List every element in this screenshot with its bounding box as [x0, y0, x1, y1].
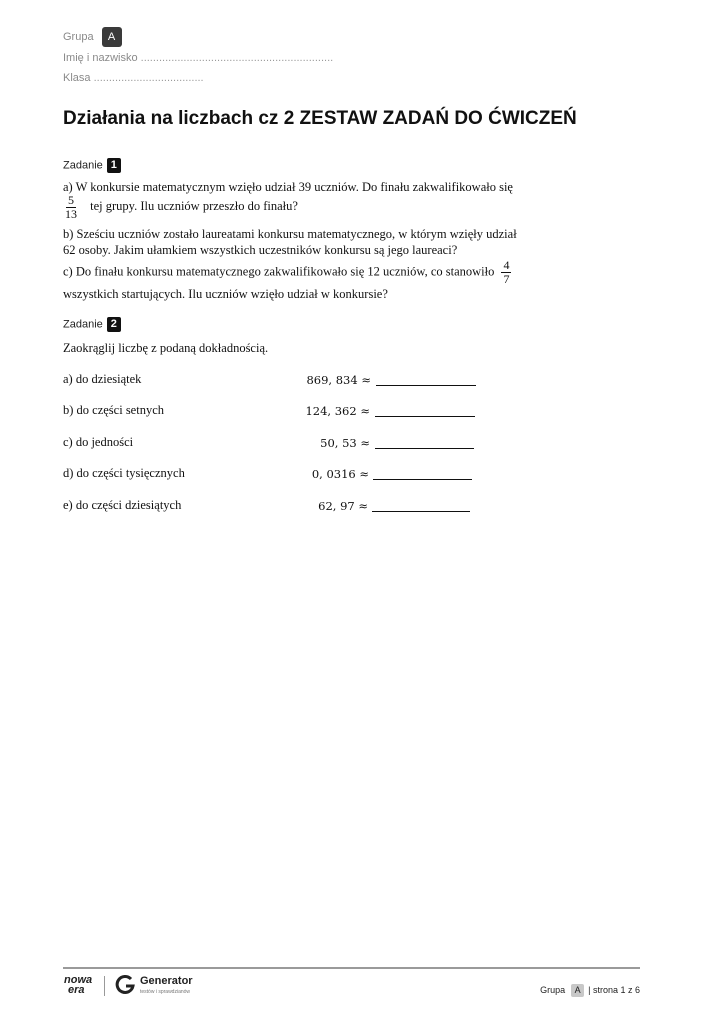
class-row	[63, 72, 204, 84]
task-1a-line1: a) W konkursie matematycznym wzięło udział 39 uczniów. Do finału zakwalifikowało się	[63, 180, 513, 194]
fraction-denominator: 13	[65, 207, 77, 221]
name-dots: ...............................................................	[140, 52, 334, 64]
generator-logo-icon	[114, 974, 136, 996]
task-1c-line1	[63, 259, 511, 286]
task-1b-line1: b) Sześciu uczniów zostało laureatami konkursu matematycznego, w którym wzięły udział	[63, 227, 517, 241]
fraction-numerator: 5	[68, 193, 74, 207]
nowa-era-logo-bottom: era	[68, 984, 85, 996]
answer-line[interactable]	[376, 385, 476, 386]
task-1a-line2	[63, 194, 298, 221]
group-row	[63, 27, 122, 47]
fraction-numerator: 4	[503, 258, 510, 272]
group-label: Grupa	[63, 30, 94, 43]
answer-line[interactable]	[372, 511, 470, 512]
task-2-instruction: Zaokrąglij liczbę z podaną dokładnością.	[63, 341, 269, 355]
footer-group-badge: A	[571, 984, 584, 997]
nowa-era-logo	[64, 975, 92, 995]
fraction-5-13	[63, 194, 79, 221]
logo-separator	[104, 976, 105, 996]
task-2-heading	[63, 317, 121, 332]
generator-logo-subtitle: testów i sprawdzianów	[140, 989, 191, 995]
task-2-number: 2	[107, 317, 121, 332]
task-1-number: 1	[107, 158, 121, 173]
rounding-item-value: 124, 362 ≈	[305, 404, 370, 418]
rounding-item-label: a) do dziesiątek	[63, 372, 142, 386]
page-title: Działania na liczbach cz 2 ZESTAW ZADAŃ DO ĆWICZEŃ	[63, 108, 577, 129]
rounding-item-value: 50, 53 ≈	[320, 436, 370, 450]
answer-line[interactable]	[375, 448, 474, 449]
answer-line[interactable]	[373, 479, 472, 480]
footer-page-info	[540, 984, 640, 997]
task-2-label: Zadanie	[63, 318, 103, 331]
class-label: Klasa	[63, 72, 91, 84]
class-dots: ....................................	[93, 72, 204, 84]
rounding-item-value: 0, 0316 ≈	[311, 467, 369, 481]
fraction-denominator: 7	[503, 272, 510, 286]
rounding-item-label: d) do części tysięcznych	[63, 466, 185, 480]
task-1c-line1-text: c) Do finału konkursu matematycznego zakwalifikowało się 12 uczniów, co stanowiło	[63, 264, 495, 279]
fraction-4-7	[501, 259, 511, 286]
footer-group-label: Grupa	[540, 984, 566, 995]
rounding-item-label: e) do części dziesiątych	[63, 498, 182, 512]
rounding-item-value: 62, 97 ≈	[318, 499, 368, 513]
generator-logo-text: Generator	[140, 975, 193, 987]
name-row	[63, 52, 333, 64]
rounding-item-value: 869, 834 ≈	[306, 373, 371, 387]
task-1a-line2-text: tej grupy. Ilu uczniów przeszło do finału?	[90, 199, 298, 214]
nowa-era-logo-top: nowa	[64, 974, 93, 986]
footer-page-number: | strona 1 z 6	[588, 984, 640, 995]
rounding-item-label: b) do części setnych	[63, 403, 165, 417]
task-1c-line2: wszystkich startujących. Ilu uczniów wzięło udział w konkursie?	[63, 287, 388, 301]
footer-divider	[63, 967, 640, 969]
task-1b-line2: 62 osoby. Jakim ułamkiem wszystkich uczestników konkursu są jego laureaci?	[63, 243, 458, 257]
rounding-item-label: c) do jedności	[63, 435, 134, 449]
task-1-label: Zadanie	[63, 159, 103, 172]
group-badge: A	[102, 27, 122, 47]
answer-line[interactable]	[375, 416, 475, 417]
name-label: Imię i nazwisko	[63, 52, 138, 64]
task-1-heading	[63, 158, 121, 173]
